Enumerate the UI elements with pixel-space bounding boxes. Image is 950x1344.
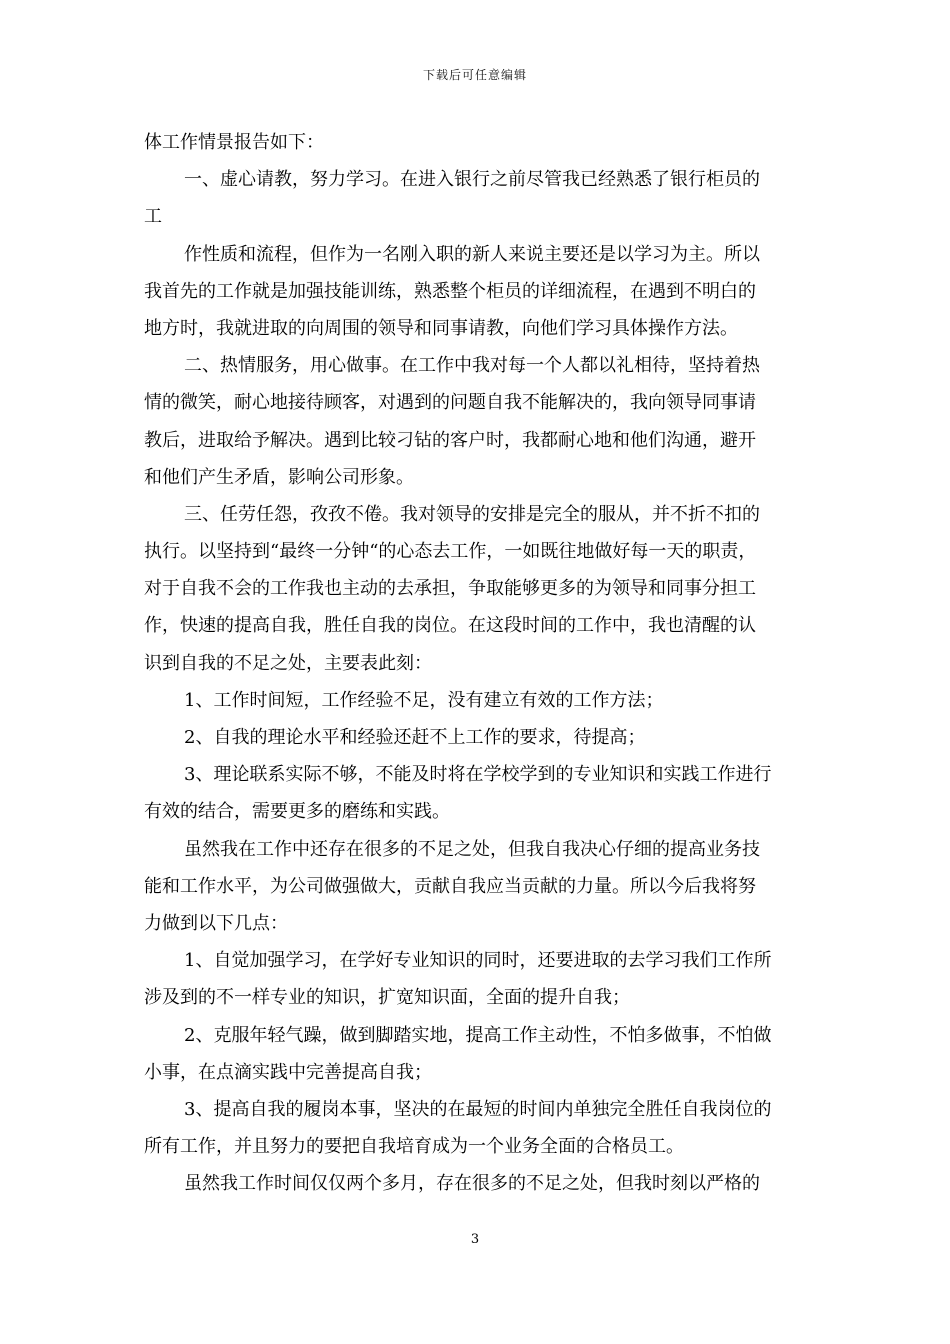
- text-line: 虽然我在工作中还存在很多的不足之处，但我自我决心仔细的提高业务技: [184, 838, 760, 860]
- text-line: 作性质和流程，但作为一名刚入职的新人来说主要还是以学习为主。所以: [184, 243, 760, 265]
- text-line: 识到自我的不足之处，主要表此刻：: [144, 652, 432, 674]
- text-line: 一、虚心请教，努力学习。在进入银行之前尽管我已经熟悉了银行柜员的: [184, 169, 760, 191]
- text-line: 我首先的工作就是加强技能训练，熟悉整个柜员的详细流程，在遇到不明白的: [144, 280, 756, 302]
- document-body: [144, 124, 814, 1202]
- text-line: 1、自觉加强学习，在学好专业知识的同时，还要进取的去学习我们工作所: [184, 950, 772, 972]
- text-line: 和他们产生矛盾，影响公司形象。: [144, 466, 414, 488]
- text-line: 作，快速的提高自我，胜任自我的岗位。在这段时间的工作中，我也清醒的认: [144, 615, 756, 637]
- text-line: 力做到以下几点：: [144, 912, 288, 934]
- text-line: 二、热情服务，用心做事。在工作中我对每一个人都以礼相待，坚持着热: [184, 355, 760, 377]
- text-line: 对于自我不会的工作我也主动的去承担，争取能够更多的为领导和同事分担工: [144, 578, 756, 600]
- text-line: 3、理论联系实际不够，不能及时将在学校学到的专业知识和实践工作进行: [184, 764, 772, 786]
- text-line: 执行。以坚持到“最终一分钟“的心态去工作，一如既往地做好每一天的职责，: [144, 541, 757, 563]
- text-line: 2、克服年轻气躁，做到脚踏实地，提高工作主动性，不怕多做事，不怕做: [184, 1024, 772, 1046]
- text-line: 虽然我工作时间仅仅两个多月，存在很多的不足之处，但我时刻以严格的: [184, 1173, 760, 1195]
- text-line: 1、工作时间短，工作经验不足，没有建立有效的工作方法；: [184, 689, 664, 711]
- text-line: 2、自我的理论水平和经验还赶不上工作的要求，待提高；: [184, 727, 646, 748]
- text-line: 3、提高自我的履岗本事，坚决的在最短的时间内单独完全胜任自我岗位的: [184, 1098, 772, 1120]
- page-number: 3: [470, 1232, 480, 1247]
- text-line: 工: [144, 206, 162, 228]
- text-line: 教后，进取给予解决。遇到比较刁钻的客户时，我都耐心地和他们沟通，避开: [144, 429, 756, 451]
- text-line: 体工作情景报告如下：: [144, 132, 324, 153]
- text-line: 涉及到的不一样专业的知识，扩宽知识面，全面的提升自我；: [144, 987, 630, 1009]
- text-line: 三、任劳任怨，孜孜不倦。我对领导的安排是完全的服从，并不折不扣的: [184, 503, 760, 525]
- page-header: 下载后可任意编辑: [422, 68, 527, 82]
- text-line: 所有工作，并且努力的要把自我培育成为一个业务全面的合格员工。: [144, 1136, 684, 1158]
- text-line: 地方时，我就进取的向周围的领导和同事请教，向他们学习具体操作方法。: [144, 317, 738, 339]
- text-line: 有效的结合，需要更多的磨练和实践。: [144, 801, 450, 823]
- text-line: 情的微笑，耐心地接待顾客，对遇到的问题自我不能解决的，我向领导同事请: [144, 392, 756, 414]
- text-line: 能和工作水平，为公司做强做大，贡献自我应当贡献的力量。所以今后我将努: [144, 875, 756, 897]
- text-line: 小事，在点滴实践中完善提高自我；: [144, 1061, 432, 1083]
